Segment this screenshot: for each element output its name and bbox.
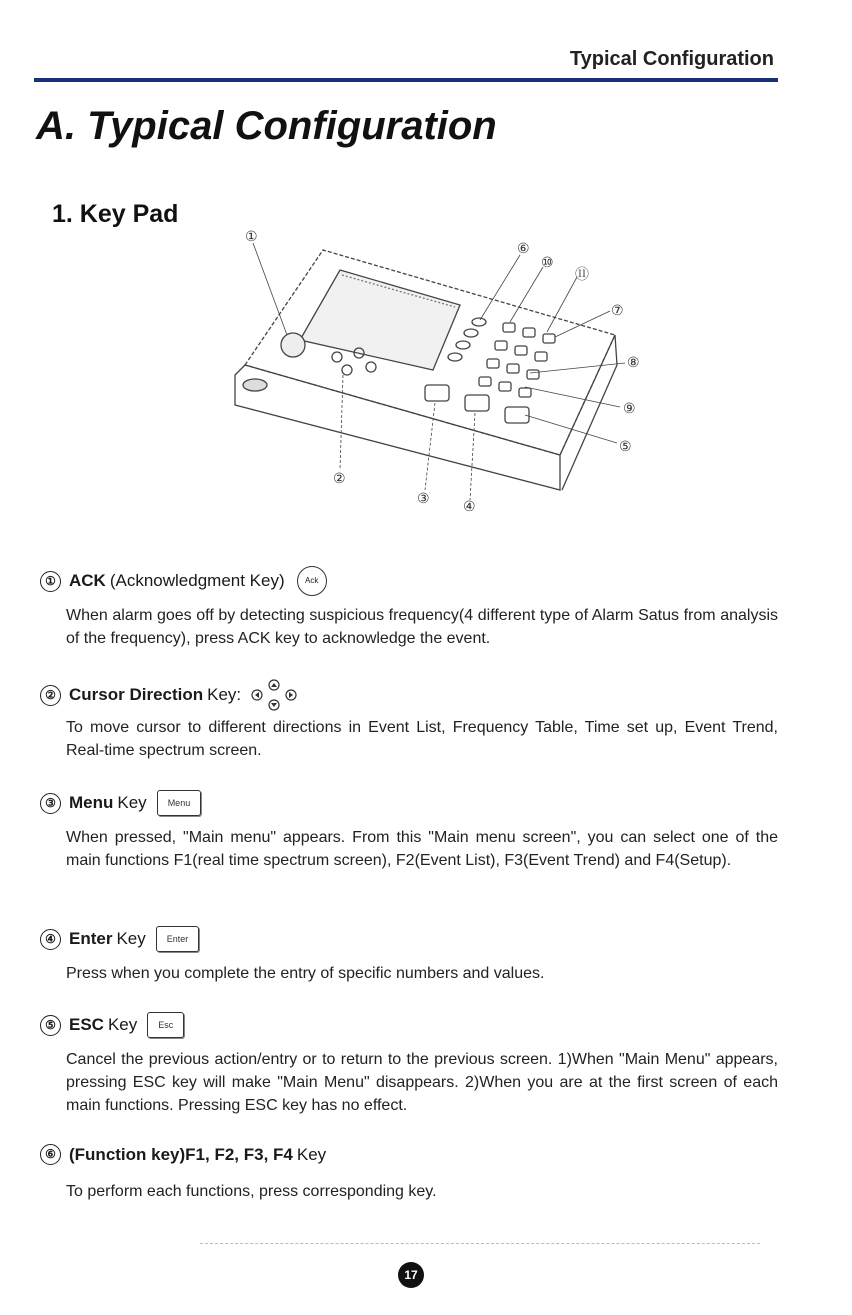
- item-key-desc: Key: [116, 929, 146, 948]
- item-function-description: To perform each functions, press corresponding key.: [66, 1183, 437, 1200]
- item-key-name: Menu: [69, 793, 114, 812]
- item-key-desc: Key: [296, 1144, 327, 1164]
- item-enter-heading: [40, 926, 199, 952]
- item-esc-description: Cancel the previous action/entry or to return to the previous screen. 1)When "Main Menu" appears, pressing ESC key will make "Main Menu" disappears. 2)When you are at the first screen of each main functions. Pressing ESC key has no effect.: [66, 1051, 778, 1114]
- running-header: Typical Configuration: [569, 48, 774, 70]
- item-key-desc: Key:: [207, 685, 242, 704]
- callout-9: ⑨: [623, 401, 636, 417]
- callout-5: ⑤: [619, 439, 632, 455]
- circled-number-icon: ①: [40, 571, 61, 592]
- item-ack-description: When alarm goes off by detecting suspicious frequency(4 different type of Alarm Satus from analysis of the frequency), press ACK key to acknowledge the event.: [66, 607, 778, 647]
- item-ack-heading: [40, 566, 327, 596]
- esc-key-icon: Esc: [147, 1012, 184, 1038]
- page-number: 17: [398, 1262, 424, 1288]
- item-key-name: ACK: [69, 571, 106, 590]
- item-key-desc: Key: [117, 793, 147, 812]
- item-key-desc: Key: [107, 1015, 138, 1034]
- item-cursor-description: To move cursor to different directions in Event List, Frequency Table, Time set up, Event Trend, Real-time spectrum screen.: [66, 719, 778, 759]
- item-key-name: Cursor Direction: [69, 685, 204, 704]
- item-key-name: (Function key)F1, F2, F3, F4: [69, 1144, 293, 1164]
- section-title: 1. Key Pad: [52, 200, 179, 228]
- header-rule: [34, 78, 778, 82]
- item-esc-heading: [40, 1012, 184, 1038]
- callout-11: ⑪: [575, 267, 589, 283]
- ack-key-icon: Ack: [297, 566, 327, 596]
- circled-number-icon: ⑤: [40, 1015, 61, 1036]
- callout-6: ⑥: [517, 241, 530, 257]
- item-key-desc: (Acknowledgment Key): [109, 571, 285, 590]
- circled-number-icon: ⑥: [40, 1144, 61, 1165]
- cursor-direction-icon: [249, 678, 299, 712]
- item-enter-description: Press when you complete the entry of specific numbers and values.: [66, 965, 545, 982]
- callout-1: ①: [245, 229, 258, 245]
- circled-number-icon: ④: [40, 929, 61, 950]
- item-menu-heading: [40, 790, 201, 816]
- item-key-name: Enter: [69, 929, 113, 948]
- item-key-name: ESC: [69, 1015, 104, 1034]
- circled-number-icon: ②: [40, 685, 61, 706]
- callout-10: ⑩: [541, 255, 554, 271]
- footer-rule: [200, 1243, 760, 1244]
- item-menu-description: When pressed, "Main menu" appears. From this "Main menu screen", you can select one of the main functions F1(real time spectrum screen), F2(Event List), F3(Event Trend) and F4(Setup).: [66, 829, 778, 869]
- menu-key-icon: Menu: [157, 790, 202, 816]
- page-title: A. Typical Configuration: [36, 104, 497, 148]
- callout-4: ④: [463, 499, 476, 515]
- item-cursor-heading: [40, 678, 299, 712]
- callout-3: ③: [417, 491, 430, 507]
- keypad-illustration: [225, 225, 645, 525]
- enter-key-icon: Enter: [156, 926, 200, 952]
- callout-2: ②: [333, 471, 346, 487]
- callout-7: ⑦: [611, 303, 624, 319]
- item-function-heading: [40, 1144, 326, 1165]
- callout-8: ⑧: [627, 355, 640, 371]
- circled-number-icon: ③: [40, 793, 61, 814]
